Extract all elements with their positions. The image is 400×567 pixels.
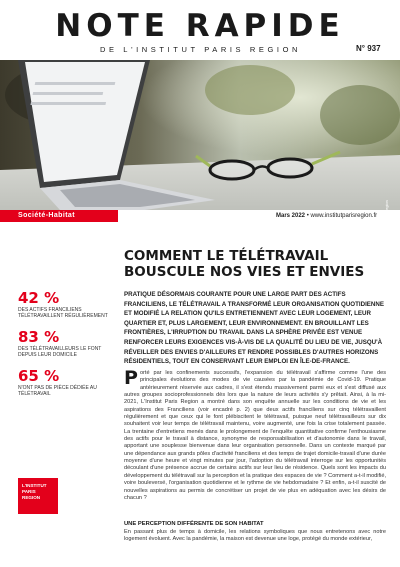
key-figures: [18, 290, 118, 406]
article-headline: [124, 248, 384, 280]
theme-tag: [0, 210, 118, 222]
article-body-text: orté par les confinements successifs, l'expansion du télétravail s'affirme comme l'une des principales évolutions des modes de vie causées par la pandémie de Covid-19. Pratique antérieurement réservée aux cadres, il s'est étendu massivement parmi eux et s'est diffusé aux autres groupes socioprofessionnels dès lors que la nature de leurs activités s'y prêtait. Ainsi, à la mi-2021, L'Institut Paris Region a montré dans son enquête annuelle sur les conditions de vie et les aspirations des Franciliens (voir encadré p. 2) que deux actifs franciliens sur cinq télétravaillent régulièrement et que ceux qui le font plébiscitent le télétravail, puisque neuf télétravailleurs sur dix souhaitent voir leur temps de télétravail maintenu, voire augmenté, une fois la crise totalement passée. La trentaine d'entretiens menés dans le prolongement de l'enquête quantitative confirme l'enthousiasme des actifs pour le travail à distance, synonyme de responsabilisation et d'autonomie dans le travail, apportant une souplesse bienvenue dans leur organisation personnelle. Dans un contexte marqué par une dépendance aux grands pôles d'activité franciliens et des temps de trajet domicile-travail d'une durée moyenne d'une heure et vingt minutes par jour, l'adoption du télétravail interroge sur les opportunités découlant d'une présence accrue de certains actifs sur leur lieu de résidence. Quels sont les impacts du développement du télétravail sur la perception et la pratique des espaces de vie ? Comment a-t-il modifié, voire bouleversé, l'organisation quotidienne et le rythme de vie hebdomadaire ? Et enfin, a-t-il suscité de nouvelles aspirations au permis de concrétiser un projet de vie plus en adéquation avec les désirs de chacun ?: [124, 370, 386, 501]
publication-subtitle: DE L'INSTITUT PARIS REGION: [100, 45, 302, 54]
key-figure-label: N'ONT PAS DE PIÈCE DÉDIÉE AU TÉLÉTRAVAIL: [18, 384, 97, 398]
website-link[interactable]: www.institutparisregion.fr: [310, 213, 378, 219]
article-lead: PRATIQUE DÉSORMAIS COURANTE POUR UNE LARGE PART DES ACTIFS FRANCILIENS, LE TÉLÉTRAVAIL A TRANSFORMÉ LEUR ORGANISATION QUOTIDIENNE ET MODIFIÉ LA RELATION QU'ILS ENTRETIENNENT AVEC LEUR LOGEMENT, LEUR QUARTIER ET, PLUS LARGEMENT, LEUR ENVIRONNEMENT. EN BROUILLANT LES FRONTIÈRES, L'IRRUPTION DU TRAVAIL DANS LA SPHÈRE PRIVÉE EST VENUE RENFORCER LEURS EXIGENCES VIS-À-VIS DE LA QUALITÉ DU LIEU DE VIE, JUSQU'À RÉVEILLER DES ENVIES D'AILLEURS ET RENDRE POSSIBLES D'AUTRES HORIZONS RÉSIDENTIELS, TOUT EN CONSERVANT LEUR EMPLOI EN ÎLE-DE-FRANCE.: [124, 291, 384, 366]
publication-title: NOTE RAPIDE: [55, 8, 345, 44]
key-figure-label: DES TÉLÉTRAVAILLEURS LE FONT DEPUIS LEUR DOMICILE: [18, 345, 102, 359]
drop-cap: P: [124, 367, 138, 389]
article-body-continued: En passant plus de temps à domicile, les relations symboliques que nous entretenons avec notre logement évoluent. Avec la pandémie, la maison est devenue une loge, protégé du monde extérieur,: [124, 529, 386, 543]
issue-date: Mars 2022: [276, 213, 306, 219]
key-figure-value: 65 %: [18, 366, 60, 385]
institute-logo: [18, 478, 58, 514]
section-subhead: UNE PERCEPTION DIFFÉRENTE DE SON HABITAT: [124, 521, 264, 527]
key-figure-value: 42 %: [18, 289, 60, 307]
logo-line-2: PARIS: [22, 489, 36, 494]
article-body: [124, 367, 386, 502]
headline-line-2: BOUSCULE NOS VIES ET ENVIES: [124, 264, 365, 280]
logo-line-1: L'INSTITUT: [22, 483, 47, 488]
issue-number: N° 937: [356, 44, 381, 53]
key-figure: [18, 368, 118, 398]
logo-line-3: REGION: [22, 495, 41, 500]
cover-photo: [0, 60, 400, 210]
theme-label: Société-Habitat: [18, 212, 75, 219]
key-figure: [18, 329, 118, 359]
key-figure-value: 83 %: [18, 327, 60, 346]
issue-date-line: Mars 2022 • www.institutparisregion.fr: [276, 213, 378, 219]
laptop-glasses-photo: [0, 60, 400, 210]
key-figure-label: DES ACTIFS FRANCILIENS TÉLÉTRAVAILLENT RÉGULIÈREMENT: [18, 307, 108, 320]
headline-line-1: COMMENT LE TÉLÉTRAVAIL: [124, 248, 329, 264]
key-figure: [18, 290, 118, 320]
masthead: [0, 0, 400, 62]
